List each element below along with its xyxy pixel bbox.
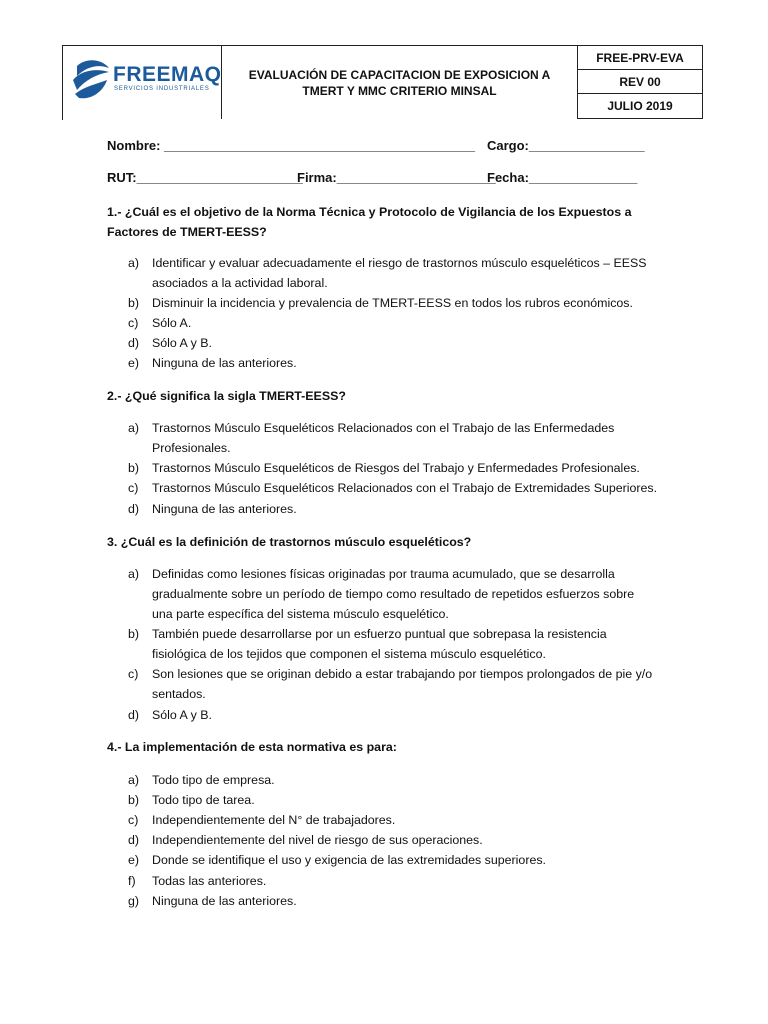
option-text: Independientemente del nivel de riesgo de sus operaciones. xyxy=(152,833,483,847)
question-3-option-a[interactable] xyxy=(128,564,658,624)
question-4-option-f[interactable] xyxy=(128,871,658,891)
option-letter: b) xyxy=(128,461,140,475)
option-text: Donde se identifique el uso y exigencia de las extremidades superiores. xyxy=(152,853,546,867)
option-letter: d) xyxy=(128,833,140,847)
option-letter: c) xyxy=(128,316,139,330)
option-letter: f) xyxy=(128,874,136,888)
option-text: Son lesiones que se originan debido a estar trabajando por tiempos prolongados de pie y/o sentados. xyxy=(152,667,653,701)
option-letter: a) xyxy=(128,421,140,435)
question-3-option-c[interactable] xyxy=(128,664,658,704)
option-text: Trastornos Músculo Esqueléticos Relacionados con el Trabajo de las Enfermedades Profesionales. xyxy=(152,421,615,455)
question-4-option-g[interactable] xyxy=(128,891,658,911)
question-4-option-b[interactable] xyxy=(128,790,658,810)
option-text: Sólo A. xyxy=(152,316,192,330)
question-2-option-d[interactable] xyxy=(128,499,658,519)
question-4-option-a[interactable] xyxy=(128,770,658,790)
option-letter: b) xyxy=(128,627,140,641)
question-4-option-e[interactable] xyxy=(128,850,658,870)
logo-brand-text: FREEMAQ xyxy=(113,63,222,86)
option-text: Todas las anteriores. xyxy=(152,874,267,888)
question-3-option-d[interactable] xyxy=(128,705,658,725)
firma-field[interactable]: Firma:______________________ xyxy=(297,170,496,185)
option-letter: d) xyxy=(128,336,140,350)
option-text: Ninguna de las anteriores. xyxy=(152,894,297,908)
option-text: Trastornos Músculo Esqueléticos Relacionados con el Trabajo de Extremidades Superiores. xyxy=(152,481,658,495)
document-header xyxy=(62,45,703,120)
question-1: 1.- ¿Cuál es el objetivo de la Norma Técnica y Protocolo de Vigilancia de los Expuestos a Factores de TMERT-EESS? xyxy=(107,205,632,239)
nombre-field[interactable]: Nombre: ___________________________________________ xyxy=(107,138,475,153)
option-text: Sólo A y B. xyxy=(152,336,212,350)
question-2: 2.- ¿Qué significa la sigla TMERT-EESS? xyxy=(107,389,346,403)
document-date: JULIO 2019 xyxy=(578,94,703,119)
option-letter: b) xyxy=(128,793,140,807)
option-letter: c) xyxy=(128,481,139,495)
question-1-option-b[interactable] xyxy=(128,293,658,313)
question-1-option-e[interactable] xyxy=(128,353,658,373)
rut-field[interactable]: RUT:_______________________ xyxy=(107,170,303,185)
question-4-option-c[interactable] xyxy=(128,810,658,830)
option-text: Todo tipo de tarea. xyxy=(152,793,255,807)
option-letter: d) xyxy=(128,708,140,722)
option-letter: b) xyxy=(128,296,140,310)
document-title: EVALUACIÓN DE CAPACITACION DE EXPOSICION A TMERT Y MMC CRITERIO MINSAL xyxy=(248,67,551,98)
option-letter: d) xyxy=(128,502,140,516)
question-3: 3. ¿Cuál es la definición de trastornos músculo esqueléticos? xyxy=(107,535,472,549)
question-2-option-a[interactable] xyxy=(128,418,658,458)
question-2-option-c[interactable] xyxy=(128,478,658,498)
question-3-option-b[interactable] xyxy=(128,624,658,664)
option-text: Disminuir la incidencia y prevalencia de TMERT-EESS en todos los rubros económicos. xyxy=(152,296,633,310)
option-text: Independientemente del N° de trabajadores. xyxy=(152,813,396,827)
option-letter: a) xyxy=(128,567,140,581)
document-title-cell xyxy=(222,46,578,119)
option-text: Ninguna de las anteriores. xyxy=(152,502,297,516)
option-text: Sólo A y B. xyxy=(152,708,212,722)
logo-subtitle-text: SERVICIOS INDUSTRIALES xyxy=(114,86,210,92)
document-code: FREE-PRV-EVA xyxy=(578,46,703,70)
option-letter: e) xyxy=(128,356,140,370)
option-text: Ninguna de las anteriores. xyxy=(152,356,297,370)
question-1-option-c[interactable] xyxy=(128,313,658,333)
option-letter: a) xyxy=(128,256,140,270)
logo-cell xyxy=(63,46,222,119)
question-1-option-a[interactable] xyxy=(128,253,658,293)
question-1-option-d[interactable] xyxy=(128,333,658,353)
option-letter: e) xyxy=(128,853,140,867)
option-text: Trastornos Músculo Esqueléticos de Riesgos del Trabajo y Enfermedades Profesionales. xyxy=(152,461,640,475)
cargo-field[interactable]: Cargo:________________ xyxy=(487,138,645,153)
question-4: 4.- La implementación de esta normativa es para: xyxy=(107,740,397,754)
document-revision: REV 00 xyxy=(578,70,703,94)
option-letter: a) xyxy=(128,773,140,787)
option-text: También puede desarrollarse por un esfuerzo puntual que sobrepasa la resistencia fisiológica de los tejidos que componen el sistema músculo esquelético. xyxy=(152,627,607,661)
freemaq-logo-icon xyxy=(71,58,111,102)
question-2-option-b[interactable] xyxy=(128,458,658,478)
question-4-option-d[interactable] xyxy=(128,830,658,850)
option-letter: c) xyxy=(128,667,139,681)
option-text: Definidas como lesiones físicas originadas por trauma acumulado, que se desarrolla gradualmente sobre un período de tiempo como resultado de repetidos esfuerzos sobre una parte específica del sistema músculo esquelético. xyxy=(152,567,635,621)
option-letter: c) xyxy=(128,813,139,827)
option-text: Todo tipo de empresa. xyxy=(152,773,275,787)
fecha-field[interactable]: Fecha:_______________ xyxy=(487,170,638,185)
option-letter: g) xyxy=(128,894,140,908)
option-text: Identificar y evaluar adecuadamente el riesgo de trastornos músculo esqueléticos – EESS asociados a la actividad laboral. xyxy=(152,256,647,290)
